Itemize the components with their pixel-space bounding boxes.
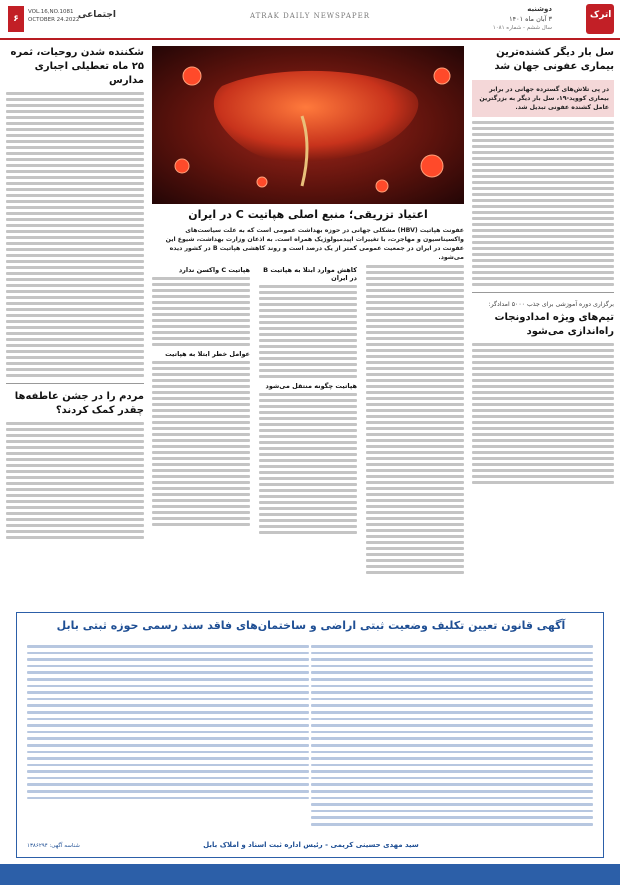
feature-body <box>152 262 464 605</box>
feature-image <box>152 46 464 204</box>
subhead-hep-b: کاهش موارد ابتلا به هپاتیت B در ایران <box>263 266 357 282</box>
right-column <box>472 46 614 606</box>
left-article-2-body <box>6 422 144 539</box>
subhead-no-vaccine: هپاتیت C واکسن ندارد <box>178 266 250 274</box>
date-en: OCTOBER 24.2022 <box>28 17 80 23</box>
feature-col-3 <box>152 262 250 605</box>
logo-text: اترک <box>590 10 612 20</box>
right-lead-box: در پی تلاش‌های گسترده جهانی در برابر بیماری کووید-۱۹، سل بار دیگر به بزرگترین عامل کشنده عفونی تبدیل شد. <box>472 80 614 117</box>
page-number: ۶ <box>8 6 24 32</box>
divider <box>472 292 614 293</box>
subhead-transmission: هپاتیت چگونه منتقل می‌شود <box>265 382 357 390</box>
issue-date <box>462 5 552 31</box>
ad-col-left <box>27 641 309 841</box>
ad-signature: سید مهدی حسینی کریمی - رئیس اداره ثبت اسناد و املاک بابل <box>203 841 419 849</box>
liver-virus-illustration <box>152 46 464 204</box>
weekday: دوشنبه <box>527 5 552 13</box>
issue-info: سال ششم - شماره ۱۰۸۱ <box>492 25 552 31</box>
section-tag <box>8 6 116 32</box>
feature-headline[interactable]: اعتیاد تزریقی؛ منبع اصلی هپاتیت C در ایران <box>188 208 428 221</box>
date-persian: ۳ آبان ماه ۱۴۰۱ <box>509 15 552 23</box>
right-headline-2[interactable]: تیم‌های ویژه امدادونجات راه‌اندازی می‌شود <box>494 312 614 337</box>
left-column <box>6 46 144 606</box>
right-kicker: برگزاری دوره آموزشی برای جذب ۵۰۰۰ امدادگر: <box>488 301 614 308</box>
ad-col-right <box>311 641 593 841</box>
paper-name-en: ATRAK DAILY NEWSPAPER <box>249 12 371 20</box>
subhead-risk-factors: عوامل خطر ابتلا به هپاتیت <box>165 350 250 358</box>
feature-col-2 <box>259 262 357 605</box>
divider <box>6 383 144 384</box>
masthead <box>0 0 620 40</box>
section-name: اجتماعی <box>78 10 116 20</box>
feature-lead: عفونت هپاتیت (HBV) مشکلی جهانی در حوزه بهداشت عمومی است که به علت سیاست‌های واکسیناسیون و مهاجرت، با تغییرات اپیدمیولوژیک همراه است. به اذعان وزارت بهداشت، شیوع این عفونت در ایران در جمعیت عمومی کمتر از یک درصد است و روند کاهشی هپاتیت B در کشور دیده می‌شود. <box>165 227 464 261</box>
right-article-1-body <box>472 121 614 286</box>
volume-line: VOL.16,NO.1081 <box>28 9 74 15</box>
footer-band <box>0 864 620 885</box>
left-headline-2[interactable]: مردم را در جشن عاطفه‌ها چقدر کمک کردند؟ <box>14 391 144 416</box>
left-headline-1[interactable]: شکننده شدن روحیات، ثمره ۲۵ ماه تعطیلی اجباری مدارس <box>10 47 144 86</box>
right-article-2-body <box>472 343 614 484</box>
right-headline-1[interactable]: سل بار دیگر کشنده‌ترین بیماری عفونی جهان شد <box>494 47 614 72</box>
volume-info <box>28 8 79 24</box>
feature-col-1 <box>366 262 464 605</box>
ad-title: آگهی قانون تعیین تکلیف وضعیت ثبتی اراضی و ساختمان‌های فاقد سند رسمی حوزه ثبتی بابل <box>56 619 566 632</box>
left-article-1-body <box>6 92 144 377</box>
ad-code: شناسه آگهی: ۱۳۸۶۲۹۴ <box>27 843 80 849</box>
legal-notice-ad <box>16 612 604 858</box>
newspaper-logo[interactable] <box>556 4 614 36</box>
